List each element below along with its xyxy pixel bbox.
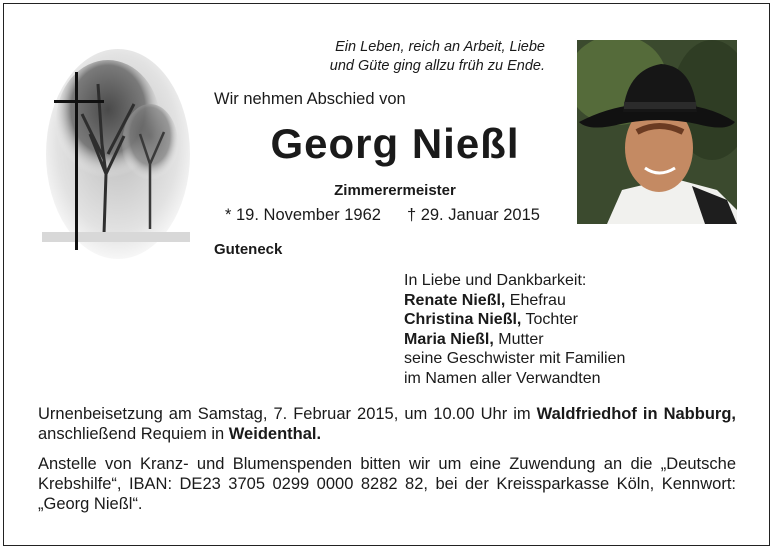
- mourners-list: [404, 271, 625, 388]
- funeral-text-1: Urnenbeisetzung am Samstag, 7. Februar 2015, um 10.00 Uhr im: [38, 405, 537, 423]
- death-date: † 29. Januar 2015: [406, 206, 540, 224]
- quote-line-1: Ein Leben, reich an Arbeit, Liebe: [335, 39, 545, 55]
- mourners-intro: In Liebe und Dankbarkeit:: [404, 272, 587, 289]
- hometown: Guteneck: [214, 241, 283, 258]
- mourners-siblings: seine Geschwister mit Familien: [404, 350, 626, 367]
- funeral-location-1: Waldfriedhof in Nabburg,: [536, 405, 737, 423]
- deceased-name: Georg Nießl: [270, 120, 520, 167]
- mourner-name: Maria Nießl,: [404, 330, 494, 348]
- donation-notice: Anstelle von Kranz- und Blumenspenden bitten wir um eine Zuwendung an die „Deutsche Krebshilfe“, IBAN: DE23 3705 0299 0000 8282 82, bei der Kreissparkasse Köln, Kennwort: „Georg Nießl“.: [38, 455, 736, 513]
- mourner-relation: Mutter: [493, 330, 544, 348]
- life-dates: [225, 206, 540, 225]
- mourners-relatives: im Namen aller Verwandten: [404, 369, 601, 387]
- mourner-relation: Ehefrau: [505, 291, 566, 309]
- funeral-location-2: Weidenthal.: [228, 425, 322, 443]
- mourner-relation: Tochter: [521, 311, 578, 328]
- profession: Zimmerermeister: [334, 182, 456, 199]
- mourner-row: [404, 291, 625, 311]
- mourner-row: [404, 310, 625, 330]
- mourner-name: Renate Nießl,: [404, 291, 506, 309]
- farewell-intro: Wir nehmen Abschied von: [214, 90, 406, 108]
- funeral-notice: [38, 404, 736, 444]
- memorial-quote: [250, 38, 545, 76]
- funeral-text-2: anschließend Requiem in: [38, 425, 229, 443]
- mourner-name: Christina Nießl,: [404, 311, 522, 328]
- birth-date: * 19. November 1962: [225, 206, 381, 224]
- quote-line-2: und Güte ging allzu früh zu Ende.: [329, 58, 545, 74]
- mourner-row: [404, 330, 625, 350]
